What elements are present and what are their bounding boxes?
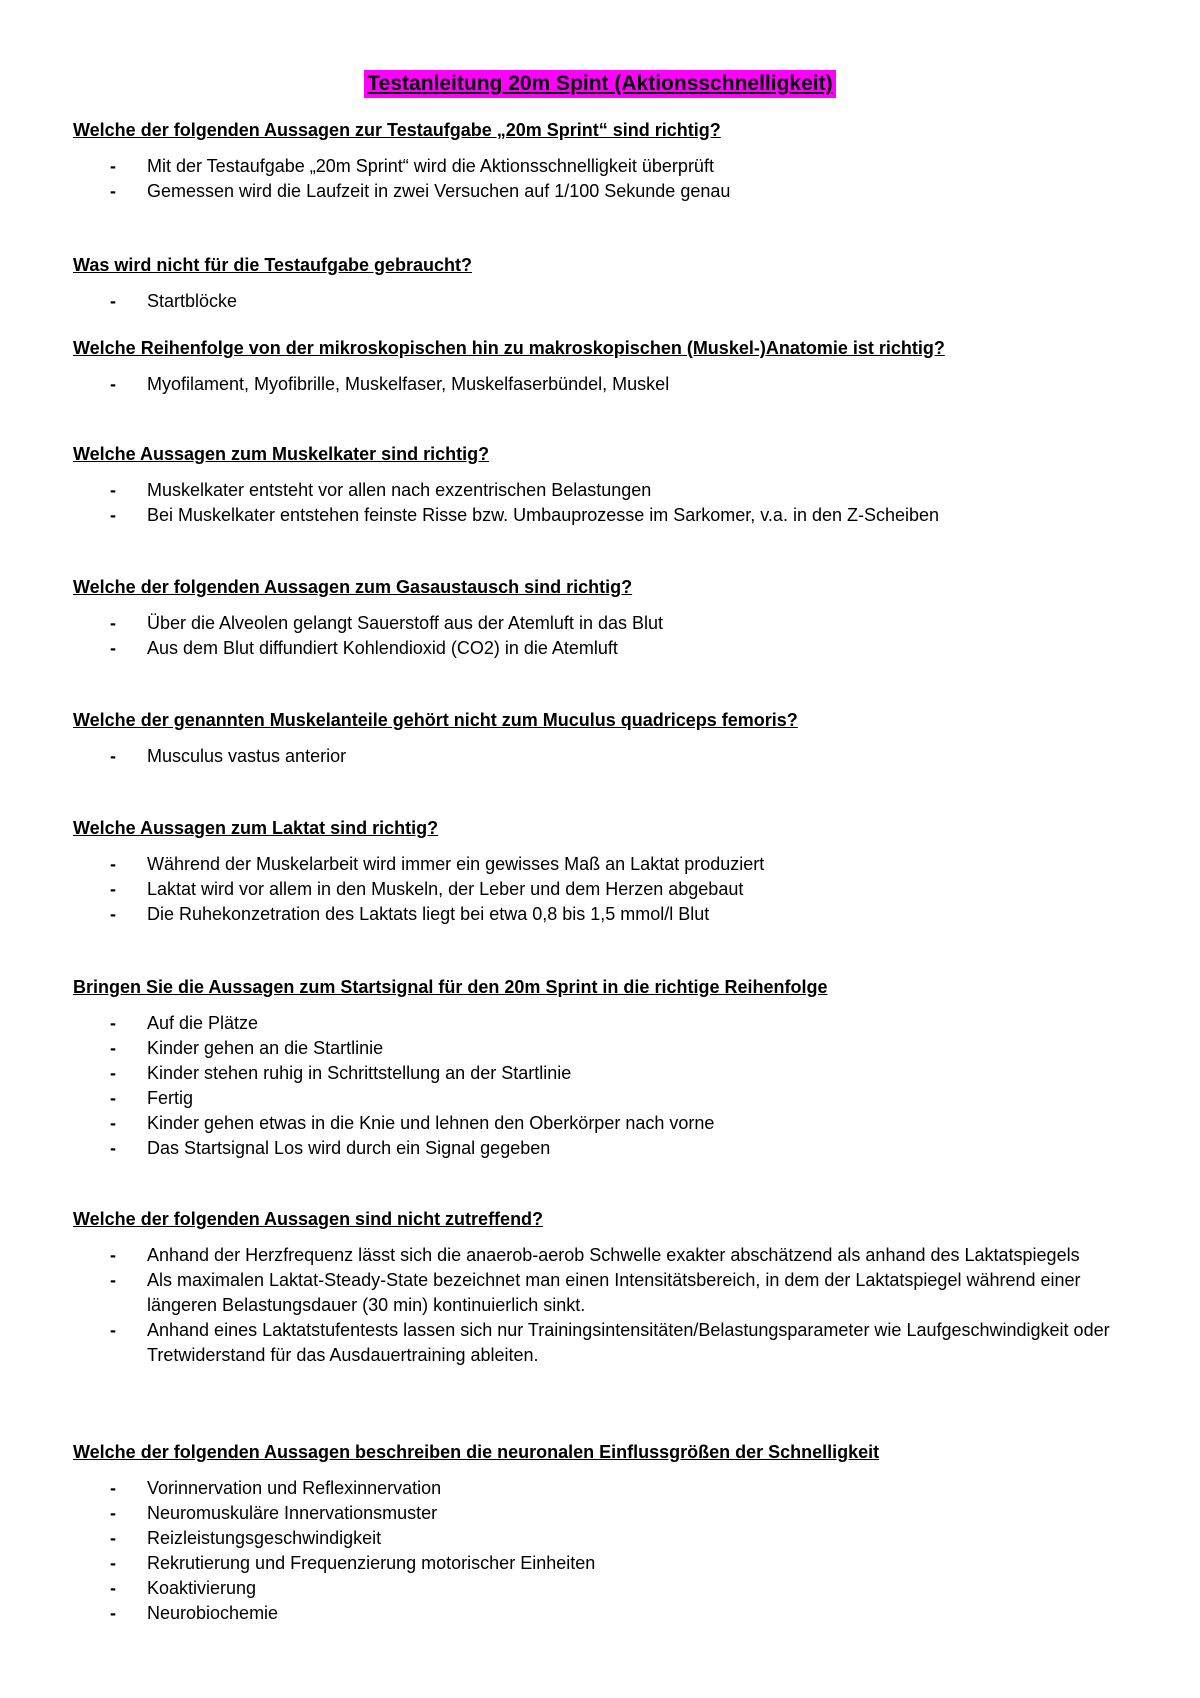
answer-text: Koaktivierung (147, 1578, 257, 1598)
title-container (0, 70, 1200, 98)
answer-item (73, 1551, 1093, 1576)
answer-item (73, 1601, 1093, 1626)
question-section (73, 817, 1093, 927)
bullet-dash: - (110, 904, 116, 924)
answer-item (73, 1086, 1093, 1111)
bullet-dash: - (110, 1113, 116, 1133)
answer-item (73, 372, 1093, 397)
bullet-dash: - (110, 1013, 116, 1033)
answer-text: Laktat wird vor allem in den Muskeln, der Leber und dem Herzen abgebaut (147, 879, 744, 899)
answer-item (73, 1526, 1093, 1551)
answer-item (73, 1476, 1093, 1501)
answer-list (73, 852, 1093, 927)
answer-item (73, 1576, 1093, 1601)
answer-list (73, 289, 1093, 314)
bullet-dash: - (110, 746, 116, 766)
answer-item (73, 289, 1093, 314)
answer-item (73, 877, 1093, 902)
answer-item (73, 852, 1093, 877)
answer-text: Mit der Testaufgabe „20m Sprint“ wird die Aktionsschnelligkeit überprüft (147, 156, 714, 176)
bullet-dash: - (110, 854, 116, 874)
answer-text: Neuromuskuläre Innervationsmuster (147, 1503, 438, 1523)
answer-list (73, 372, 1093, 397)
question-heading: Welche der folgenden Aussagen zur Testaufgabe „20m Sprint“ sind richtig? (73, 120, 721, 140)
question-section (73, 1441, 1093, 1626)
answer-text: Während der Muskelarbeit wird immer ein gewisses Maß an Laktat produziert (147, 854, 765, 874)
question-heading: Welche Aussagen zum Muskelkater sind richtig? (73, 444, 490, 464)
answer-list (73, 744, 1093, 769)
answer-text: Anhand der Herzfrequenz lässt sich die anaerob-aerob Schwelle exakter abschätzend als anhand des Laktatspiegels (147, 1245, 1080, 1265)
bullet-dash: - (110, 1553, 116, 1573)
answer-text: Neurobiochemie (147, 1603, 279, 1623)
bullet-dash: - (110, 1088, 116, 1108)
question-section (73, 119, 1093, 204)
question-heading: Welche der genannten Muskelanteile gehört nicht zum Muculus quadriceps femoris? (73, 710, 798, 730)
answer-item (73, 1268, 1093, 1318)
answer-text: Gemessen wird die Laufzeit in zwei Versuchen auf 1/100 Sekunde genau (147, 181, 731, 201)
bullet-dash: - (110, 1270, 116, 1290)
answer-item (73, 1061, 1093, 1086)
question-heading: Was wird nicht für die Testaufgabe gebraucht? (73, 255, 473, 275)
bullet-dash: - (110, 374, 116, 394)
answer-text: Anhand eines Laktatstufentests lassen sich nur Trainingsintensitäten/Belastungsparameter wie Laufgeschwindigkeit oder Tretwiderstand für das Ausdauertraining ableiten. (147, 1320, 1110, 1365)
answer-text: Vorinnervation und Reflexinnervation (147, 1478, 442, 1498)
answer-item (73, 179, 1093, 204)
bullet-dash: - (110, 1603, 116, 1623)
bullet-dash: - (110, 1478, 116, 1498)
answer-list (73, 1243, 1110, 1368)
answer-text: Muskelkater entsteht vor allen nach exzentrischen Belastungen (147, 480, 652, 500)
answer-item (73, 902, 1093, 927)
answer-item (73, 1136, 1093, 1161)
question-section (73, 254, 1093, 314)
answer-list (73, 154, 1093, 204)
bullet-dash: - (110, 1320, 116, 1340)
answer-text: Reizleistungsgeschwindigkeit (147, 1528, 382, 1548)
answer-item (73, 611, 1093, 636)
question-section (73, 976, 1093, 1161)
answer-text: Bei Muskelkater entstehen feinste Risse bzw. Umbauprozesse im Sarkomer, v.a. in den Z-Scheiben (147, 505, 940, 525)
answer-item (73, 636, 1093, 661)
answer-text: Aus dem Blut diffundiert Kohlendioxid (CO2) in die Atemluft (147, 638, 618, 658)
answer-text: Kinder stehen ruhig in Schrittstellung an der Startlinie (147, 1063, 572, 1083)
answer-item (73, 1036, 1093, 1061)
answer-item (73, 744, 1093, 769)
bullet-dash: - (110, 1063, 116, 1083)
answer-text: Rekrutierung und Frequenzierung motorischer Einheiten (147, 1553, 596, 1573)
answer-item (73, 1501, 1093, 1526)
question-heading: Welche der folgenden Aussagen beschreiben die neuronalen Einflussgrößen der Schnelligkeit (73, 1442, 880, 1462)
answer-text: Das Startsignal Los wird durch ein Signal gegeben (147, 1138, 551, 1158)
answer-text: Über die Alveolen gelangt Sauerstoff aus der Atemluft in das Blut (147, 613, 663, 633)
answer-list (73, 1476, 1093, 1626)
question-section (73, 1208, 1110, 1368)
answer-text: Auf die Plätze (147, 1013, 259, 1033)
answer-item (73, 478, 1093, 503)
answer-text: Kinder gehen an die Startlinie (147, 1038, 384, 1058)
question-section (73, 337, 1093, 397)
bullet-dash: - (110, 291, 116, 311)
answer-item (73, 1011, 1093, 1036)
answer-item (73, 1111, 1093, 1136)
question-heading: Welche der folgenden Aussagen sind nicht zutreffend? (73, 1209, 544, 1229)
question-section (73, 443, 1093, 528)
answer-text: Musculus vastus anterior (147, 746, 347, 766)
bullet-dash: - (110, 1578, 116, 1598)
bullet-dash: - (110, 181, 116, 201)
question-heading: Bringen Sie die Aussagen zum Startsignal für den 20m Sprint in die richtige Reihenfolge (73, 977, 828, 997)
answer-text: Myofilament, Myofibrille, Muskelfaser, Muskelfaserbündel, Muskel (147, 374, 670, 394)
bullet-dash: - (110, 638, 116, 658)
bullet-dash: - (110, 1038, 116, 1058)
answer-item (73, 154, 1093, 179)
answer-text: Die Ruhekonzetration des Laktats liegt bei etwa 0,8 bis 1,5 mmol/l Blut (147, 904, 710, 924)
bullet-dash: - (110, 505, 116, 525)
bullet-dash: - (110, 1138, 116, 1158)
answer-list (73, 611, 1093, 661)
bullet-dash: - (110, 1503, 116, 1523)
bullet-dash: - (110, 1245, 116, 1265)
answer-item (73, 1318, 1110, 1368)
bullet-dash: - (110, 156, 116, 176)
question-heading: Welche Reihenfolge von der mikroskopischen hin zu makroskopischen (Muskel-)Anatomie ist richtig? (73, 338, 945, 358)
question-heading: Welche Aussagen zum Laktat sind richtig? (73, 818, 439, 838)
answer-item (73, 503, 1093, 528)
answer-text: Startblöcke (147, 291, 238, 311)
answer-list (73, 1011, 1093, 1161)
bullet-dash: - (110, 613, 116, 633)
answer-text: Fertig (147, 1088, 194, 1108)
answer-text: Als maximalen Laktat-Steady-State bezeichnet man einen Intensitätsbereich, in dem der Laktatspiegel während einer längeren Belastungsdauer (30 min) kontinuierlich sinkt. (147, 1270, 1081, 1315)
question-heading: Welche der folgenden Aussagen zum Gasaustausch sind richtig? (73, 577, 633, 597)
bullet-dash: - (110, 879, 116, 899)
question-section (73, 709, 1093, 769)
bullet-dash: - (110, 480, 116, 500)
answer-item (73, 1243, 1093, 1268)
bullet-dash: - (110, 1528, 116, 1548)
answer-text: Kinder gehen etwas in die Knie und lehnen den Oberkörper nach vorne (147, 1113, 715, 1133)
document-title: Testanleitung 20m Spint (Aktionsschnelligkeit) (364, 70, 835, 98)
answer-list (73, 478, 1093, 528)
question-section (73, 576, 1093, 661)
